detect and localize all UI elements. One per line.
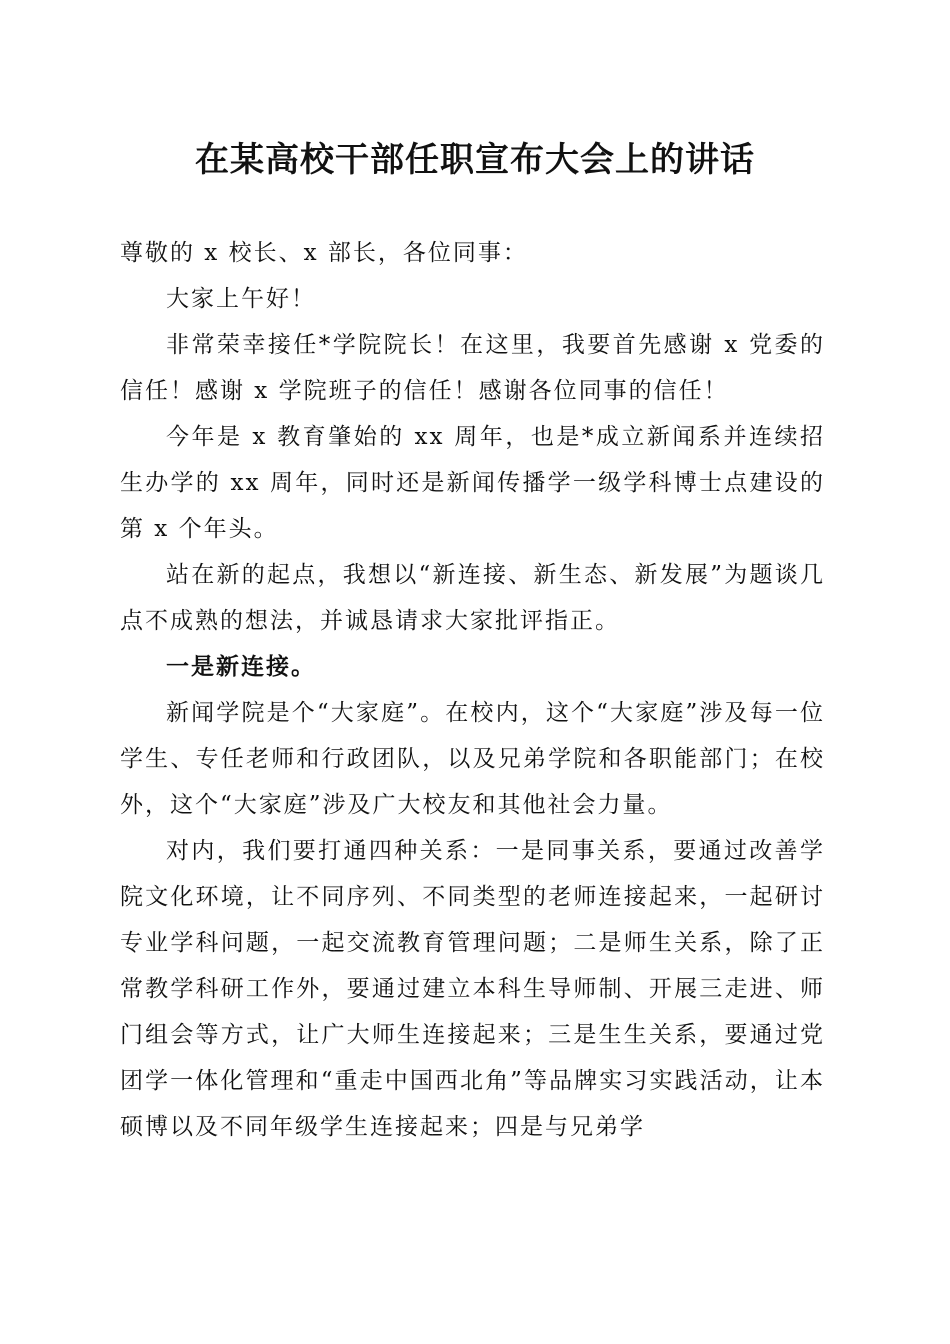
section-heading: 一是新连接。 [166,653,316,680]
paragraph-thanks: 非常荣幸接任*学院院长！在这里，我要首先感谢 x 党委的信任！感谢 x 学院班子的信任！感谢各位同事的信任！ [120,332,825,404]
paragraph-topic: 站在新的起点，我想以“新连接、新生态、新发展”为题谈几点不成熟的想法，并诚恳请求大家批评指正。 [120,562,825,634]
paragraph-relations: 对内，我们要打通四种关系：一是同事关系，要通过改善学院文化环境，让不同序列、不同类型的老师连接起来，一起研讨专业学科问题，一起交流教育管理问题；二是师生关系，除了正常教学科研工作外，要通过建立本科生导师制、开展三走进、师门组会等方式，让广大师生连接起来；三是生生关系，要通过党团学一体化管理和“重走中国西北角”等品牌实习实践活动，让本硕博以及不同年级学生连接起来；四是与兄弟学 [120,838,825,1140]
salutation: 尊敬的 x 校长、x 部长，各位同事： [120,240,528,266]
document-title: 在某高校干部任职宣布大会上的讲话 [195,140,755,180]
paragraph-anniversary: 今年是 x 教育肇始的 xx 周年，也是*成立新闻系并连续招生办学的 xx 周年，同时还是新闻传播学一级学科博士点建设的第 x 个年头。 [120,424,825,542]
paragraph-greeting: 大家上午好！ [166,286,316,312]
paragraph-family: 新闻学院是个“大家庭”。在校内，这个“大家庭”涉及每一位学生、专任老师和行政团队，以及兄弟学院和各职能部门；在校外，这个“大家庭”涉及广大校友和其他社会力量。 [120,700,825,818]
document-body [120,230,825,1150]
